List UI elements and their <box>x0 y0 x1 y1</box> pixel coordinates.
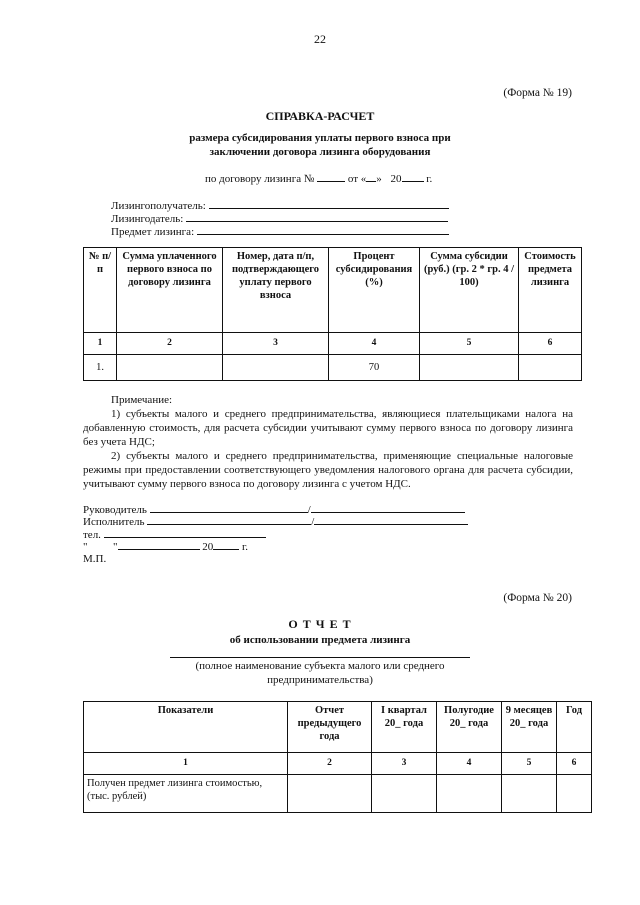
executor-name-blank <box>314 514 468 525</box>
col-number: 6 <box>519 333 582 355</box>
lessee-label: Лизингополучатель: <box>111 200 206 212</box>
col-number: 1 <box>84 753 288 775</box>
col-header: 9 месяцев 20_ года <box>502 702 557 753</box>
head-sign-blank <box>150 502 308 513</box>
form20-label: (Форма № 20) <box>503 592 572 604</box>
table-cell <box>420 355 519 381</box>
table-cell <box>117 355 223 381</box>
note-item-1: 1) субъекты малого и среднего предпринимательства, являющиеся плательщиками налога на добавленную стоимость, для расчета субсидии учитывают сумму первого взноса по договору лизинга без учета НДС; <box>83 408 573 448</box>
col-number: 5 <box>420 333 519 355</box>
date-year-blank <box>213 539 239 550</box>
form20-table <box>83 701 592 813</box>
col-header: Номер, дата п/п, подтверждающего уплату первого взноса <box>223 248 329 333</box>
contract-line <box>205 171 432 186</box>
form19-subtitle-line1: размера субсидирования уплаты первого взноса при <box>189 132 451 144</box>
form19-table <box>83 247 582 381</box>
head-label: Руководитель <box>83 504 147 516</box>
col-number: 4 <box>329 333 420 355</box>
table-cell <box>288 775 372 813</box>
subject-blank <box>197 224 449 235</box>
contract-year: 20 <box>390 173 402 185</box>
col-header: № п/п <box>84 248 117 333</box>
form19-label: (Форма № 19) <box>503 87 572 99</box>
date-close-quote: " <box>113 541 118 553</box>
col-header: Сумма субсидии (руб.) (гр. 2 * гр. 4 / 100) <box>420 248 519 333</box>
table-row <box>84 355 582 381</box>
table-header-row <box>84 702 592 753</box>
executor-signature: Исполнитель / <box>83 514 468 529</box>
lessee-blank <box>209 198 449 209</box>
form20-title: О Т Ч Е Т <box>288 617 352 631</box>
table-cell <box>223 355 329 381</box>
form20-subtitle: об использовании предмета лизинга <box>229 634 411 646</box>
phone-label: тел. <box>83 529 101 541</box>
col-header: I квартал 20_ года <box>372 702 437 753</box>
col-header: Стоимость предмета лизинга <box>519 248 582 333</box>
page-number: 22 <box>314 32 326 46</box>
date-g: г. <box>242 541 249 553</box>
subject-field <box>111 224 449 239</box>
lessor-label: Лизингодатель: <box>111 213 184 225</box>
head-signature: Руководитель / <box>83 502 465 517</box>
table-cell <box>372 775 437 813</box>
row-label: Получен предмет лизинга стоимостью, (тыс. рублей) <box>84 775 288 813</box>
note-item-2: 2) субъекты малого и среднего предпринимательства, применяющие специальные налоговые режимы при предоставлении соответствующего уведомления налогового органа для расчета субсидии, учитывают сумму первого взноса по договору лизинга с учетом НДС. <box>83 450 573 490</box>
contract-suffix: г. <box>426 173 433 185</box>
phone-blank <box>104 527 266 538</box>
column-number-row <box>84 333 582 355</box>
col-number: 2 <box>288 753 372 775</box>
col-number: 4 <box>437 753 502 775</box>
entity-name-hint-2: предпринимательства) <box>267 674 373 686</box>
form19-subtitle-line2: заключении договора лизинга оборудования <box>209 146 431 158</box>
contract-mid: » <box>376 173 382 185</box>
table-cell <box>502 775 557 813</box>
col-number: 3 <box>223 333 329 355</box>
column-number-row <box>84 753 592 775</box>
col-header: Процент субсидирования (%) <box>329 248 420 333</box>
entity-name-hint-1: (полное наименование субъекта малого или среднего <box>195 660 445 672</box>
col-header: Отчет предыдущего года <box>288 702 372 753</box>
executor-sign-blank <box>147 514 311 525</box>
col-header: Сумма уплаченного первого взноса по договору лизинга <box>117 248 223 333</box>
col-number: 2 <box>117 333 223 355</box>
form19-title: СПРАВКА-РАСЧЕТ <box>265 109 375 123</box>
contract-number-blank <box>317 171 345 182</box>
table-cell <box>437 775 502 813</box>
head-name-blank <box>311 502 465 513</box>
col-number: 1 <box>84 333 117 355</box>
col-number: 5 <box>502 753 557 775</box>
stamp-label: М.П. <box>83 553 107 565</box>
date-open-quote: " <box>83 541 88 553</box>
date-field <box>83 539 248 554</box>
col-header: Показатели <box>84 702 288 753</box>
contract-from: от « <box>347 173 367 185</box>
contract-prefix: по договору лизинга № <box>205 173 315 185</box>
table-row <box>84 775 592 813</box>
table-cell: 1. <box>84 355 117 381</box>
col-header: Полугодие 20_ года <box>437 702 502 753</box>
note-heading: Примечание: <box>111 394 173 406</box>
table-cell: 70 <box>329 355 420 381</box>
lessor-blank <box>186 211 448 222</box>
entity-name-line <box>170 657 470 658</box>
col-number: 3 <box>372 753 437 775</box>
date-year: 20 <box>202 541 214 553</box>
contract-day-blank <box>366 171 376 182</box>
col-header: Год <box>557 702 592 753</box>
col-number: 6 <box>557 753 592 775</box>
date-day-blank <box>90 540 110 550</box>
table-header-row <box>84 248 582 333</box>
date-month-blank <box>118 539 200 550</box>
subject-label: Предмет лизинга: <box>111 226 195 238</box>
contract-year-blank <box>402 171 424 182</box>
table-cell <box>557 775 592 813</box>
executor-label: Исполнитель <box>83 516 145 528</box>
table-cell <box>519 355 582 381</box>
